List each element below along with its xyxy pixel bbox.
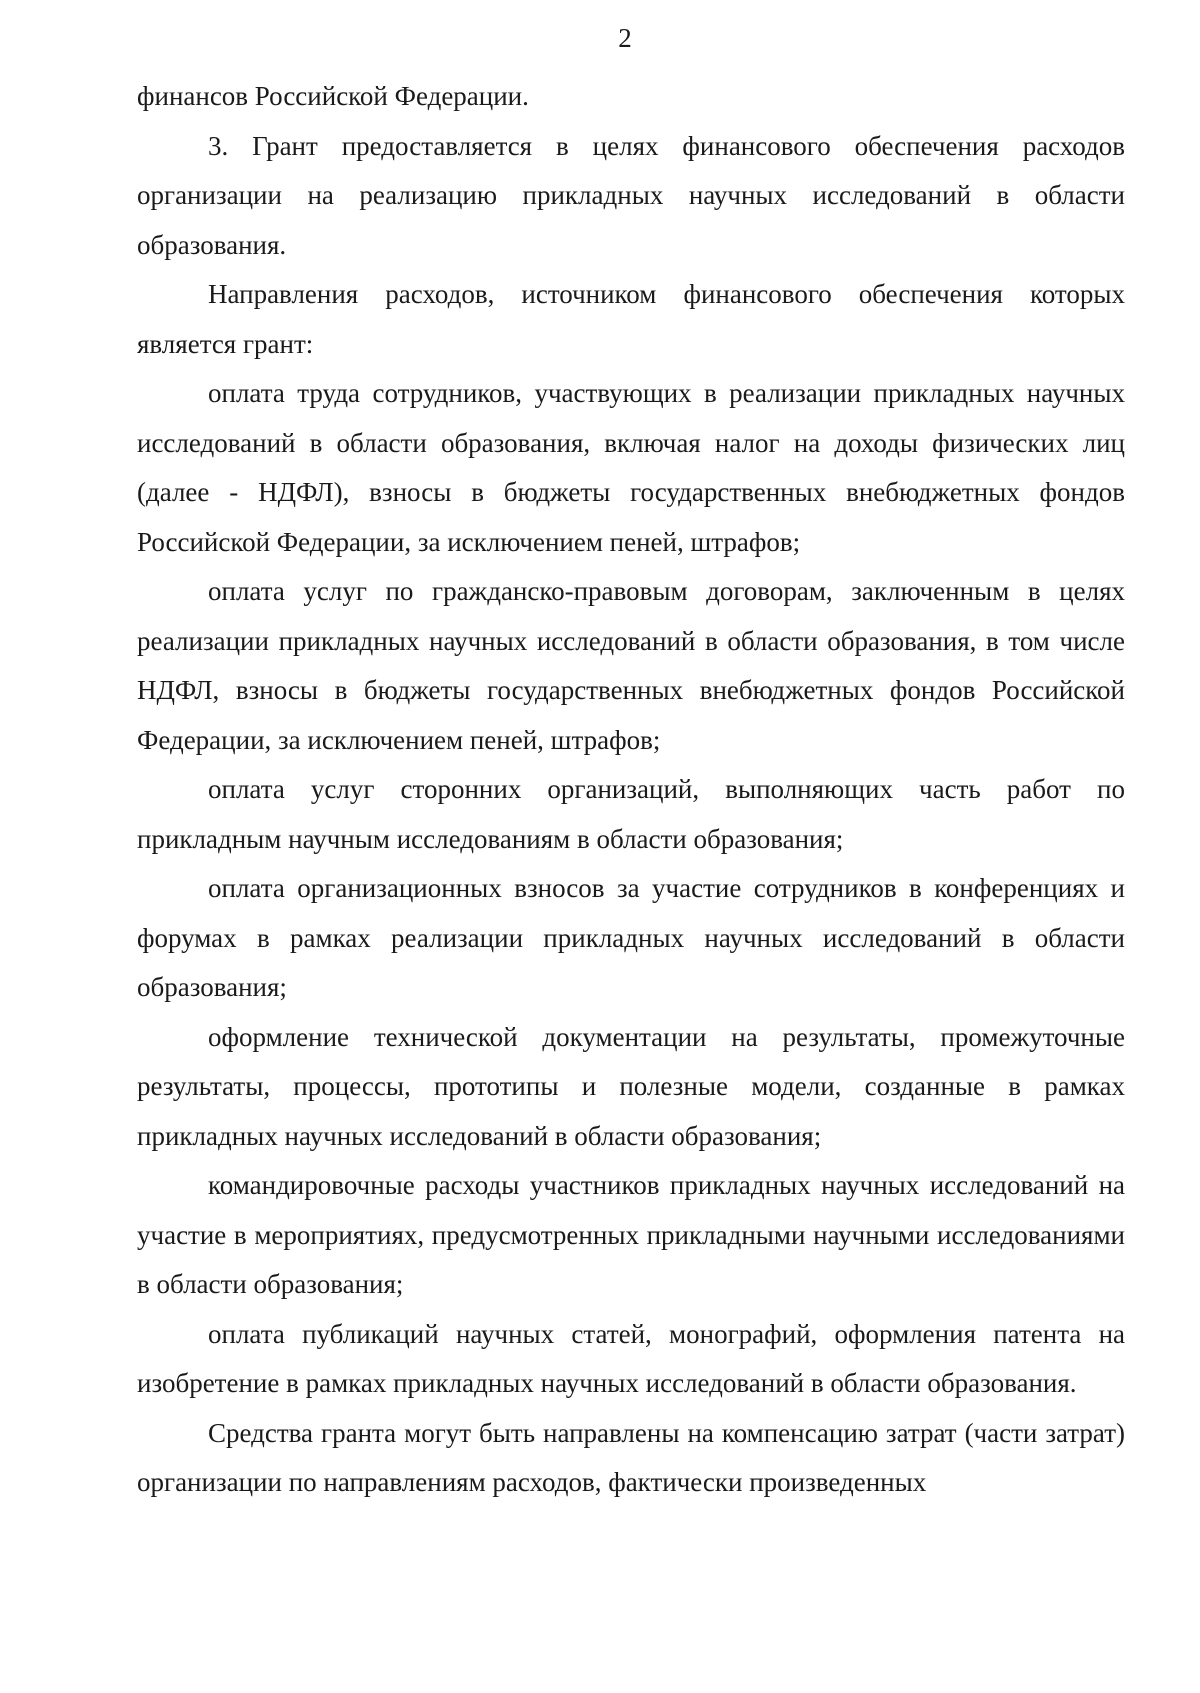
list-item-conference-fees: оплата организационных взносов за участие сотрудников в конференциях и форумах в рамках реализации прикладных научных исследований в области образования;	[137, 873, 1125, 1002]
paragraph-clause-3: 3. Грант предоставляется в целях финансового обеспечения расходов организации на реализацию прикладных научных исследований в области образования.	[137, 130, 1125, 260]
paragraph-expense-directions-intro: Направления расходов, источником финансового обеспечения которых является грант:	[137, 279, 1125, 359]
list-item-travel-expenses: командировочные расходы участников прикладных научных исследований на участие в мероприятиях, предусмотренных прикладными научными исследованиями в области образования;	[137, 1170, 1125, 1299]
document-body	[137, 72, 1125, 1508]
paragraph-continuation: финансов Российской Федерации.	[137, 81, 529, 111]
paragraph-compensation: Средства гранта могут быть направлены на компенсацию затрат (части затрат) организации по направлениям расходов, фактически произведенных	[137, 1417, 1125, 1497]
page-number: 2	[618, 23, 632, 53]
list-item-technical-documentation: оформление технической документации на результаты, промежуточные результаты, процессы, прототипы и полезные модели, созданные в рамках прикладных научных исследований в области образования;	[137, 1021, 1125, 1151]
list-item-civil-contracts: оплата услуг по гражданско-правовым договорам, заключенным в целях реализации прикладных научных исследований в области образования, в том числе НДФЛ, взносы в бюджеты государственных внебюджетных фондов Российской Федерации, за исключением пеней, штрафов;	[137, 576, 1125, 755]
list-item-staff-pay: оплата труда сотрудников, участвующих в реализации прикладных научных исследований в области образования, включая налог на доходы физических лиц (далее - НДФЛ), взносы в бюджеты государственных внебюджетных фондов Российской Федерации, за исключением пеней, штрафов;	[137, 378, 1125, 557]
list-item-publications: оплата публикаций научных статей, монографий, оформления патента на изобретение в рамках прикладных научных исследований в области образования.	[137, 1318, 1125, 1398]
list-item-third-party-services: оплата услуг сторонних организаций, выполняющих часть работ по прикладным научным исследованиям в области образования;	[137, 774, 1125, 854]
